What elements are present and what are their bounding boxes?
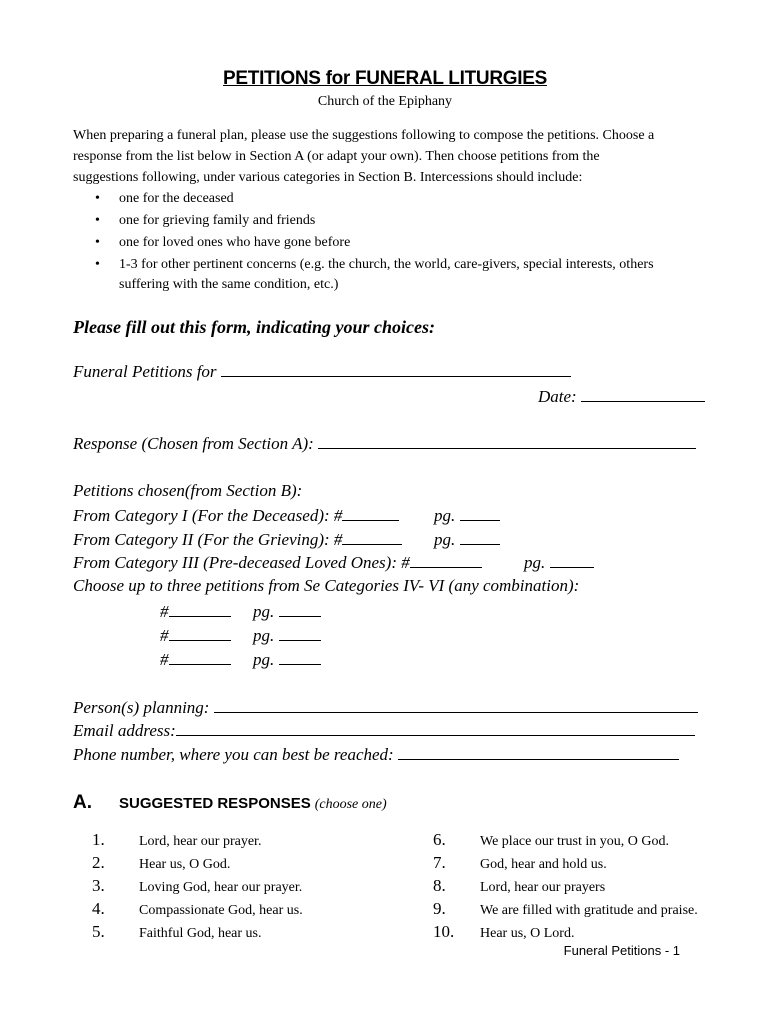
response-number: 7. (433, 853, 446, 872)
response-text: Hear us, O God. (139, 857, 231, 872)
response-number: 9. (433, 899, 446, 918)
response-text: Faithful God, hear us. (139, 926, 262, 941)
response-option (433, 853, 607, 873)
response-number: 1. (92, 830, 105, 849)
email-field[interactable] (176, 720, 695, 736)
funeral-for-field[interactable] (221, 361, 571, 377)
response-field[interactable] (318, 433, 696, 449)
response-text: Lord, hear our prayer. (139, 834, 262, 849)
category-3-number-field[interactable] (410, 552, 482, 568)
response-option (92, 922, 261, 942)
extra-petition-page-row: pg. (253, 625, 321, 646)
response-text: Hear us, O Lord. (480, 926, 575, 941)
bullet-item: • one for the deceased (95, 191, 234, 206)
category-1-row: From Category I (For the Deceased): # (73, 505, 399, 526)
response-text: We place our trust in you, O God. (480, 834, 669, 849)
response-number: 4. (92, 899, 105, 918)
extra-petition-page-row: pg. (253, 649, 321, 670)
extra-petition-page-row: pg. (253, 601, 321, 622)
bullet-item: • one for grieving family and friends (95, 213, 316, 228)
extra-petition-number-field[interactable] (169, 601, 231, 617)
category-1-page-field[interactable] (460, 505, 500, 521)
response-option (92, 853, 230, 873)
funeral-for-row: Funeral Petitions for (73, 361, 571, 382)
response-number: 8. (433, 876, 446, 895)
choose-instruction: Choose up to three petitions from Se Categories IV- VI (any combination): (73, 576, 580, 595)
extra-petition-row: # (160, 601, 231, 622)
date-field[interactable] (581, 386, 705, 402)
page-footer: Funeral Petitions - 1 (563, 943, 680, 958)
category-3-row: From Category III (Pre-deceased Loved Ones): # (73, 552, 482, 573)
date-row: Date: (538, 386, 705, 407)
subtitle: Church of the Epiphany (317, 94, 453, 109)
intro-line: suggestions following, under various categories in Section B. Intercessions should include: (73, 170, 583, 185)
intro-line: When preparing a funeral plan, please use the suggestions following to compose the petitions. Choose a (73, 128, 655, 143)
response-text: God, hear and hold us. (480, 857, 607, 872)
response-option (433, 830, 669, 850)
response-option (433, 922, 574, 942)
category-3-page-row: pg. (524, 552, 594, 573)
response-text: We are filled with gratitude and praise. (480, 903, 698, 918)
response-text: Lord, hear our prayers (480, 880, 606, 895)
person-planning-row: Person(s) planning: (73, 697, 698, 718)
bullet-continuation: suffering with the same condition, etc.) (119, 277, 339, 292)
response-number: 6. (433, 830, 446, 849)
bullet-item: • 1-3 for other pertinent concerns (e.g. the church, the world, care-givers, special interests, others (95, 257, 654, 272)
category-2-page-row: pg. (434, 529, 500, 550)
response-number: 2. (92, 853, 105, 872)
category-2-page-field[interactable] (460, 529, 500, 545)
response-row: Response (Chosen from Section A): (73, 433, 696, 454)
section-a-heading: A. SUGGESTED RESPONSES (choose one) (73, 792, 387, 813)
form-heading: Please fill out this form, indicating your choices: (73, 317, 436, 337)
extra-petition-row: # (160, 625, 231, 646)
page-title: PETITIONS for FUNERAL LITURGIES (223, 68, 547, 89)
phone-field[interactable] (398, 744, 679, 760)
response-option (92, 830, 261, 850)
extra-petition-number-field[interactable] (169, 649, 231, 665)
category-2-number-field[interactable] (342, 529, 402, 545)
response-option (92, 899, 303, 919)
person-planning-field[interactable] (214, 697, 698, 713)
response-text: Compassionate God, hear us. (139, 903, 303, 918)
response-option (92, 876, 302, 896)
email-row: Email address: (73, 720, 695, 741)
response-number: 10. (433, 922, 455, 941)
petitions-chosen-label: Petitions chosen(from Section B): (73, 481, 303, 500)
response-text: Loving God, hear our prayer. (139, 880, 303, 895)
response-option (433, 876, 605, 896)
phone-row: Phone number, where you can best be reached: (73, 744, 679, 765)
category-2-row: From Category II (For the Grieving): # (73, 529, 402, 550)
response-number: 5. (92, 922, 105, 941)
extra-petition-page-field[interactable] (279, 625, 321, 641)
category-1-page-row: pg. (434, 505, 500, 526)
extra-petition-page-field[interactable] (279, 649, 321, 665)
extra-petition-row: # (160, 649, 231, 670)
category-1-number-field[interactable] (342, 505, 399, 521)
category-3-page-field[interactable] (550, 552, 594, 568)
extra-petition-number-field[interactable] (169, 625, 231, 641)
response-number: 3. (92, 876, 105, 895)
bullet-item: • one for loved ones who have gone before (95, 235, 351, 250)
response-option (433, 899, 698, 919)
extra-petition-page-field[interactable] (279, 601, 321, 617)
intro-line: response from the list below in Section A (or adapt your own). Then choose petitions from the (73, 149, 600, 164)
